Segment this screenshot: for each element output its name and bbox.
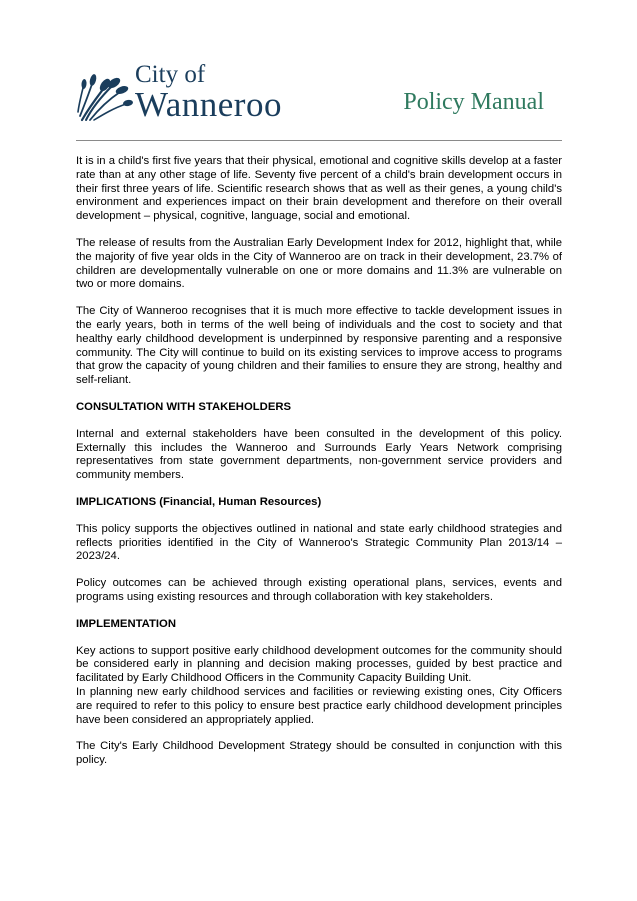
section-heading-implications: IMPLICATIONS (Financial, Human Resources) [76,495,322,508]
implications-paragraph: This policy supports the objectives outlined in national and state early childhood strategies and reflects priorities identified in the City of Wanneroo's Strategic Community Plan 2013/14 – 2023/24. [76,522,562,563]
section-heading-implementation: IMPLEMENTATION [76,617,176,630]
logo-text-wanneroo: Wanneroo [135,85,282,124]
intro-paragraph: The City of Wanneroo recognises that it is much more effective to tackle development issues in the early years, both in terms of the well being of individuals and the cost to society and that healthy early childhood development is underpinned by responsive parenting and a responsive community. The City will continue to build on its existing services to improve access to programs that grow the capacity of young children and their families to ensure they are strong, healthy and self-reliant. [76,305,562,387]
logo-text-city-of: City of [135,61,206,88]
implementation-paragraph: The City's Early Childhood Development Strategy should be consulted in conjunction with this policy. [76,740,562,767]
header-divider [76,140,562,141]
city-logo [76,62,296,128]
kangaroo-paw-flower-icon [76,66,134,124]
implementation-paragraph: Key actions to support positive early childhood development outcomes for the community should be considered early in planning and decision making processes, guided by best practice and facilitated by Early Childhood Officers in the Community Capacity Building Unit. [76,644,562,685]
policy-body [76,155,562,781]
page-header [0,0,637,142]
intro-paragraph: It is in a child's first five years that their physical, emotional and cognitive skills develop at a faster rate than at any other stage of life. Seventy five percent of a child's brain development occurs in their first three years of life. Scientific research shows that as well as their genes, a young child's environment and experiences impact on their brain development and therefore on their overall development – physical, cognitive, language, social and emotional. [76,155,562,223]
consultation-paragraph: Internal and external stakeholders have been consulted in the development of this policy. Externally this includes the Wanneroo and Surrounds Early Years Network comprising representatives from state government departments, non-government service providers and community members. [76,427,562,482]
implementation-paragraph: In planning new early childhood services and facilities or reviewing existing ones, City Officers are required to refer to this policy to ensure best practice early childhood development principles have been considered an appropriately applied. [76,685,562,726]
document-type-title: Policy Manual [403,89,544,115]
implications-paragraph: Policy outcomes can be achieved through existing operational plans, services, events and programs using existing resources and through collaboration with key stakeholders. [76,577,562,603]
intro-paragraph: The release of results from the Australian Early Development Index for 2012, highlight that, while the majority of five year olds in the City of Wanneroo are on track in their development, 23.7% of children are developmentally vulnerable on one or more domains and 11.3% are vulnerable on two or more domains. [76,236,562,291]
section-heading-consultation: CONSULTATION WITH STAKEHOLDERS [76,400,292,413]
